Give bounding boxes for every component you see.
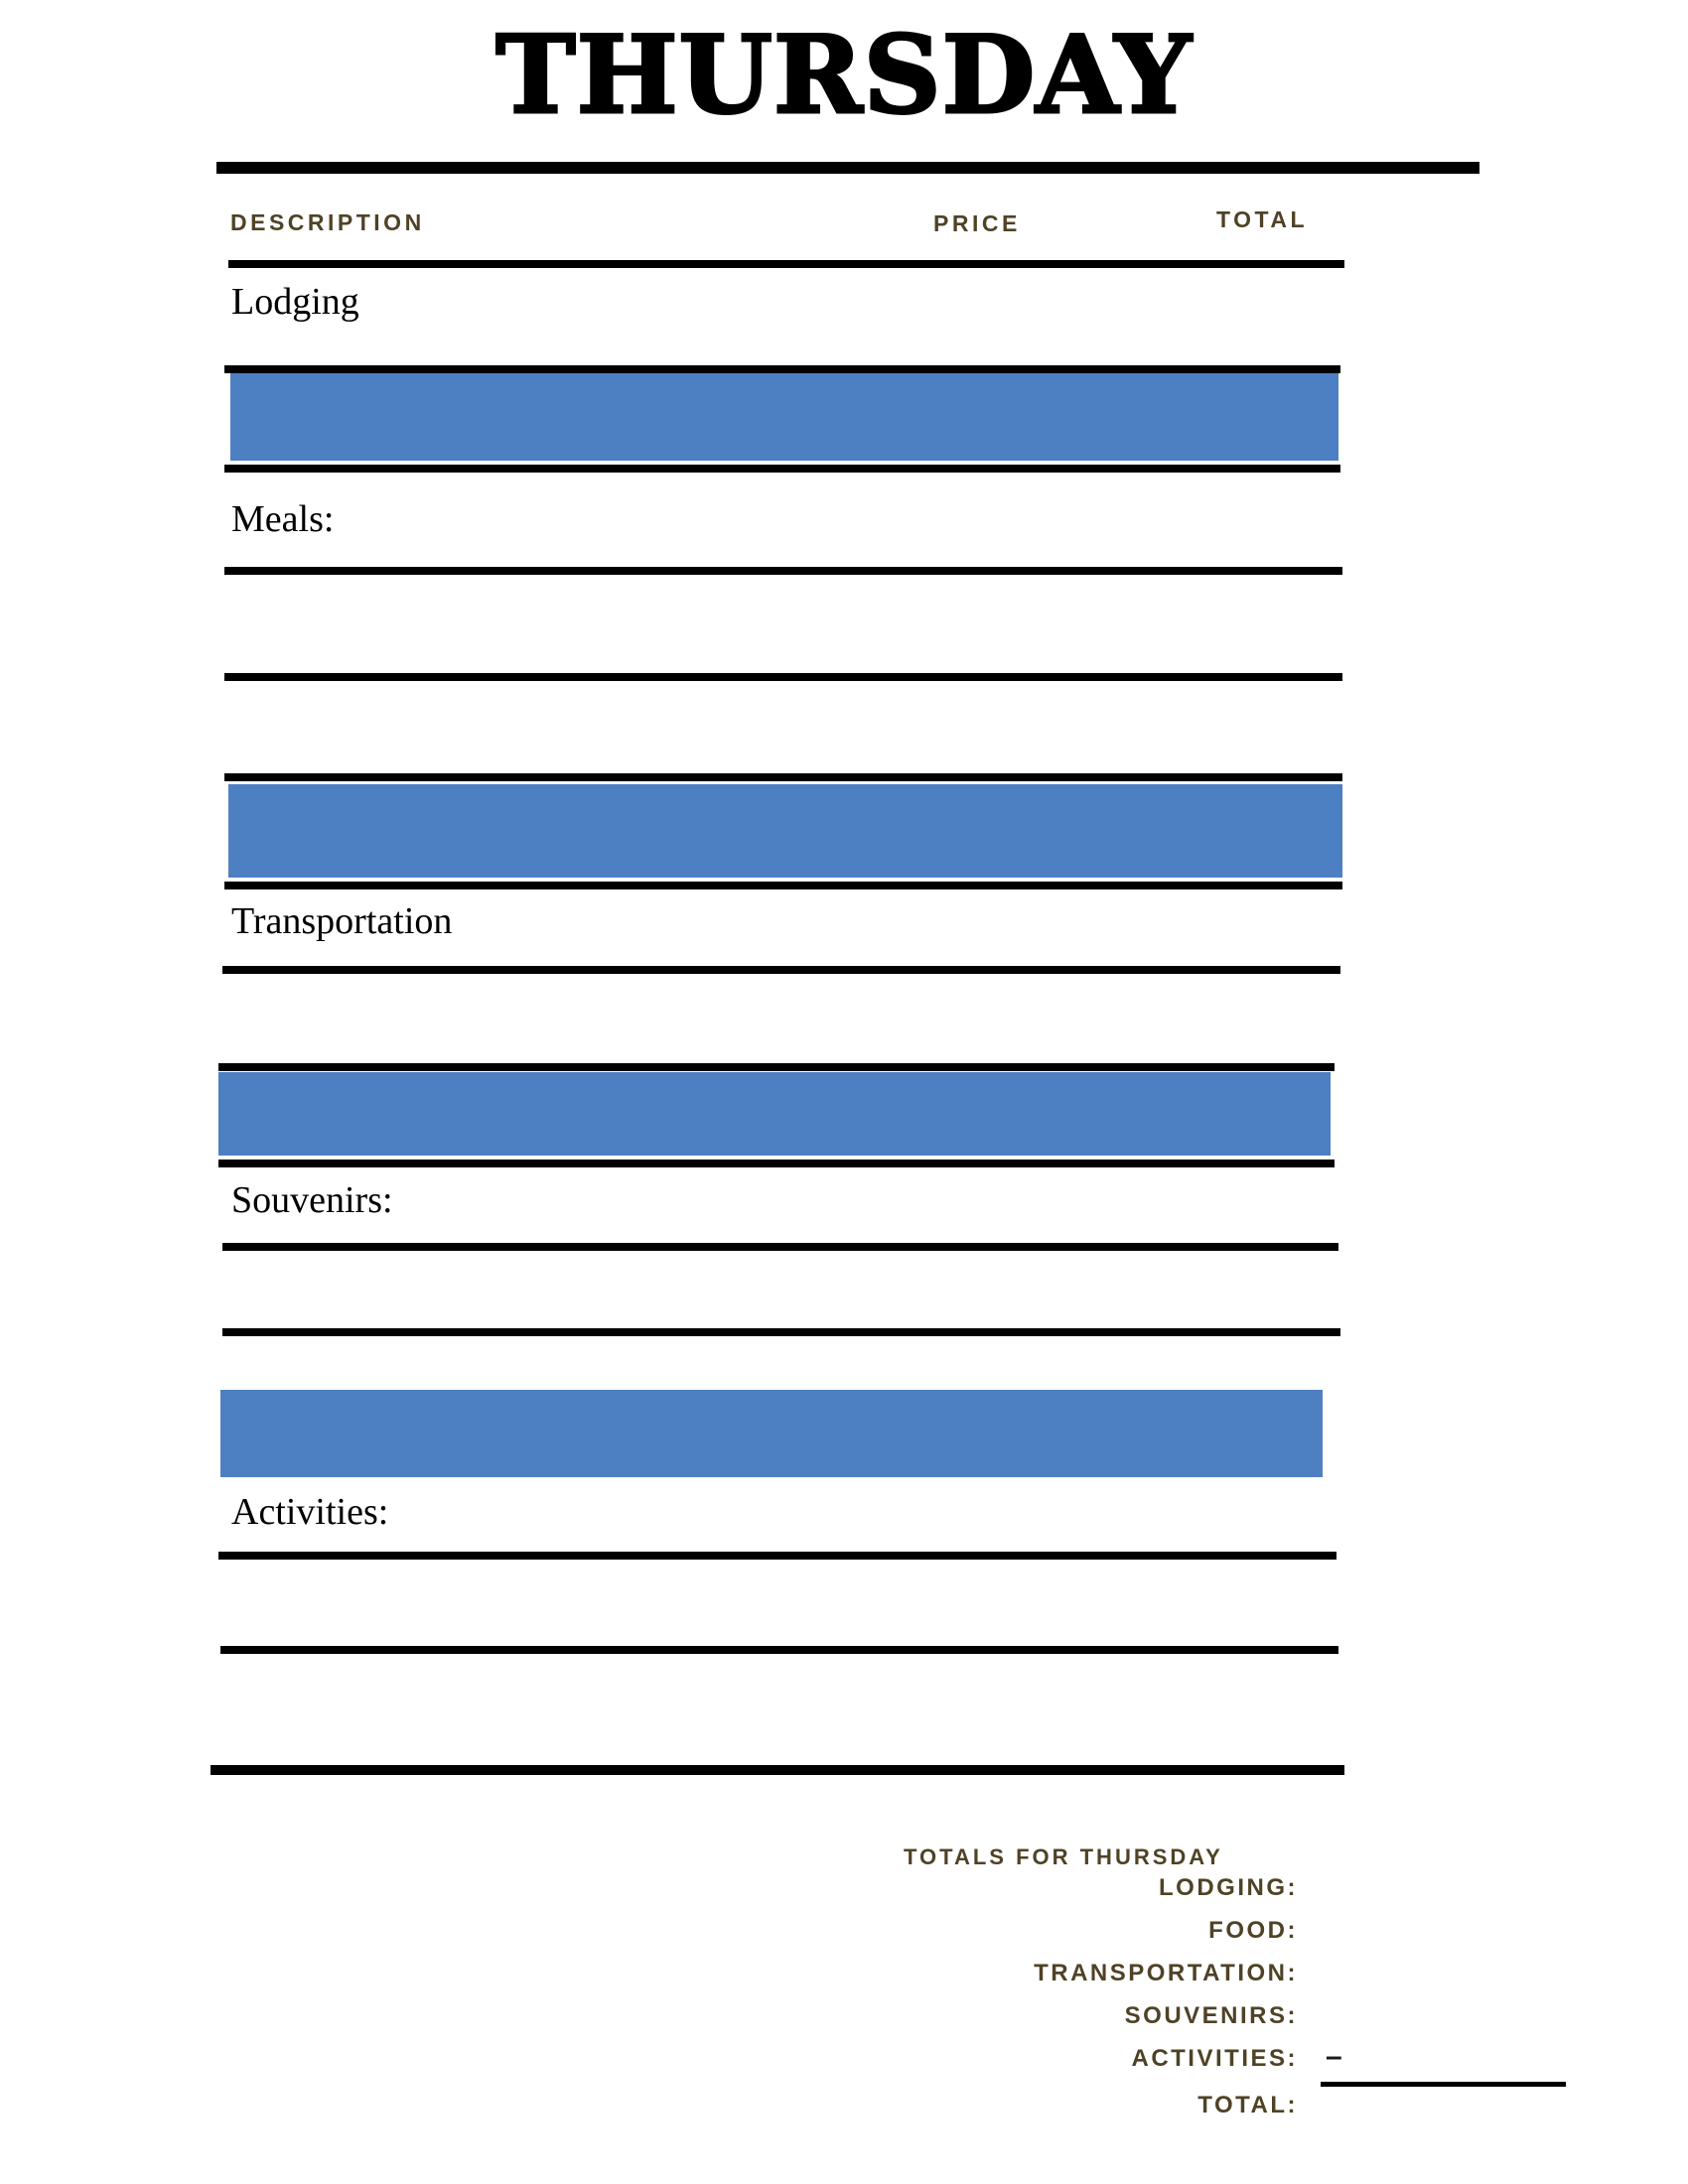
total-row-lodging: LODGING:	[1159, 1874, 1298, 1901]
section-label-lodging: Lodging	[231, 281, 359, 323]
fill-bar-meals[interactable]	[228, 784, 1342, 878]
writing-line	[218, 1160, 1335, 1167]
total-row-transportation: TRANSPORTATION:	[1034, 1960, 1298, 1986]
section-label-souvenirs: Souvenirs:	[231, 1179, 393, 1221]
fill-bar-lodging[interactable]	[230, 373, 1338, 461]
section-end-divider-line	[211, 1765, 1344, 1775]
column-header-total: TOTAL	[1216, 206, 1309, 232]
total-row-food: FOOD:	[1208, 1917, 1298, 1944]
column-header-description: DESCRIPTION	[230, 209, 425, 235]
fill-bar-souvenirs[interactable]	[220, 1390, 1323, 1477]
section-label-activities: Activities:	[231, 1491, 389, 1533]
writing-line	[220, 1646, 1338, 1654]
column-header-price: PRICE	[933, 210, 1021, 236]
title-divider-line	[216, 162, 1479, 174]
writing-line	[224, 465, 1340, 473]
writing-line	[224, 365, 1340, 373]
writing-line	[224, 567, 1342, 575]
writing-line	[224, 882, 1342, 889]
totals-heading: TOTALS FOR THURSDAY	[904, 1844, 1223, 1869]
total-sum-line	[1321, 2082, 1566, 2087]
total-row-souvenirs: SOUVENIRS:	[1124, 2002, 1298, 2029]
writing-line	[224, 673, 1342, 681]
writing-line	[218, 1063, 1335, 1071]
total-row-activities: ACTIVITIES:	[1131, 2045, 1298, 2072]
section-label-transportation: Transportation	[231, 900, 453, 942]
writing-line	[222, 1328, 1340, 1336]
activities-value-dash: –	[1326, 2040, 1342, 2073]
page-title: THURSDAY	[495, 13, 1193, 138]
writing-line	[222, 1243, 1338, 1251]
writing-line	[224, 773, 1342, 781]
header-divider-line	[228, 260, 1344, 268]
total-row-total: TOTAL:	[1197, 2092, 1298, 2118]
writing-line	[218, 1552, 1336, 1560]
section-label-meals: Meals:	[231, 498, 335, 540]
writing-line	[222, 966, 1340, 974]
fill-bar-transportation[interactable]	[218, 1072, 1331, 1156]
